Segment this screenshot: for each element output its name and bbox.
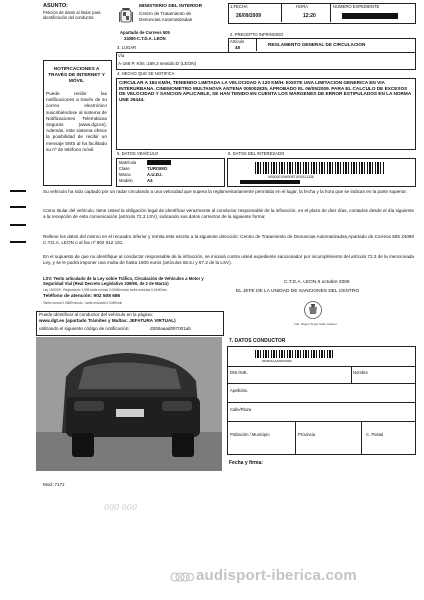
lsv-subtext: Ley 18/2009 - Reglamento 1.996 tarifa normal 0,006€/minuto tarifa reducida 0,044€/min: [43, 288, 167, 292]
precepto-label: 2. PRECEPTO INFRINGIDO: [230, 32, 284, 37]
fecha-value: 26/09/2009: [236, 13, 262, 19]
lugar-label: 3. LUGAR: [117, 45, 137, 50]
vehiculo-label: 5. DATOS VEHÍCULO: [117, 151, 159, 156]
watermark-text: audisport-iberica.com: [196, 567, 357, 584]
via-value: A-166 P. Klm.:169,3 sentido:D (LEON): [118, 61, 197, 66]
articulo-value: 48: [235, 45, 240, 50]
model-code: Mod.:717J: [43, 482, 65, 487]
margin-mark: [10, 241, 26, 243]
provincia-label: Provincia: [298, 432, 316, 437]
center-line-2: Denuncias Automatizadas: [139, 17, 193, 22]
signature-title: EL JEFE DE LA UNIDAD DE SANCIONES DEL CENTRO: [236, 289, 360, 294]
margin-mark: [10, 206, 26, 208]
expediente-label: NÚMERO EXPEDIENTE: [333, 4, 380, 9]
lsv-text: LSV: Texto articulado de la Ley sobre Tráfico, Circulación de Vehículos a Motor y Seguridad Vial (Real Decreto Legislativo 339/90, de 2 de Marzo): [43, 276, 204, 286]
signature-name: Fdo: Miguel Ángel Gallo Álvarez: [294, 322, 337, 326]
divider: [330, 3, 331, 22]
nombre-label: Nombre: [353, 370, 368, 375]
signature-city-date: C.T.D.A. LEON,6 octubre 2009: [284, 280, 350, 285]
firma-label: Fecha y firma:: [229, 460, 263, 466]
paragraph-address: Rellene los datos del mismo en el recuadro inferior y remita este escrito a la siguiente dirección: Centro de Tratamiento de Denuncias Automatizadas,Apartado de Correos 505 24080 C.T.D.A. LEON o al fax nº 902 512 151.: [43, 234, 414, 245]
poblacion-label: Población / Municipio: [230, 432, 270, 437]
signature-seal: [303, 299, 323, 321]
notifications-body: Puede recibir las notificaciones a través de su correo electrónico suscribiéndose al sistema de Notificaciones Telemáticas Seguras (www.dgt.es). Además, este sistema ofrece la posibilidad de recibir un mensaje SMS al ha facilitado su nº de teléfono móvil.: [46, 91, 107, 152]
hecho-label: 4. HECHO QUE SE NOTIFICA: [117, 71, 175, 76]
calle-field[interactable]: [227, 402, 416, 423]
interesado-barcode: [255, 162, 385, 174]
redacted-name: [240, 180, 300, 184]
paragraph-obligation: Como titular del vehículo, tiene Usted la obligación legal de identificar verazmente al conductor responsable de la infracción, en el plazo de diez días, contados desde el día siguiente a la recepción de esta comunicación (artículo 72.3 LSV), indicando sus datos correctos de la siguiente forma:: [43, 208, 414, 219]
conductor-barcode-text: 662B23AAA58190000: [262, 359, 292, 363]
modelo-label: Modelo: [119, 178, 133, 183]
web-line-3: utilizando el siguiente código de notificación:: [39, 326, 130, 331]
address-line-1: Apartado de Correos 505: [120, 30, 170, 35]
reglamento-text: REGLAMENTO GENERAL DE CIRCULACION: [268, 42, 366, 47]
hora-label: HORA: [296, 4, 309, 9]
margin-mark: [10, 190, 26, 192]
dni-label: DNI./NIE.: [230, 370, 248, 375]
calle-label: Calle/Plaza: [230, 407, 252, 412]
handwritten-marks: 000 000: [104, 503, 138, 512]
interesado-barcode-text: NS6000106600871000111336: [268, 175, 314, 179]
phone-line: Teléfono de atención: 902 508 686: [43, 294, 121, 299]
margin-mark: [10, 224, 26, 226]
coat-of-arms-logo: [119, 7, 133, 25]
apellidos-field[interactable]: [227, 383, 416, 404]
poblacion-field[interactable]: [227, 421, 297, 455]
phone-tariff: Tarifa normal 0,066€/minuto - tarifa reducida 0,044€/min: [43, 301, 123, 305]
web-line-2: www.dgt.es (apartado Trámites y Multas: JEFATURA VIRTUAL): [39, 318, 176, 323]
modelo-value: A4: [147, 178, 153, 183]
marca-value: A.U.D.I.: [147, 172, 163, 177]
divider: [256, 38, 257, 51]
apellidos-label: Apellidos.: [230, 388, 249, 393]
center-line-1: Centro de Tratamiento de: [139, 11, 192, 16]
divider: [281, 3, 282, 22]
cpostal-field[interactable]: [361, 421, 416, 455]
clase-label: Clase: [119, 166, 130, 171]
conductor-barcode: [255, 350, 335, 358]
clase-value: TURISMO: [147, 166, 168, 171]
asunto-text: Petición de datos al titular para identificación del conductor.: [43, 10, 101, 20]
redacted-expediente: [342, 13, 398, 19]
paragraph-penalty: En el supuesto de que no identifique al conductor responsable de la infracción, se iniciará contra usted expediente sancionador por incumplimiento del artículo 72.3 de la mencionada Ley, y se le podrá imponer una multa de hasta 1500 euros (artículos 65.5.i y 67.2 de la LSV).: [43, 254, 414, 265]
hecho-text: CIRCULAR A 184 KM/H, TENIENDO LIMITADA LA VELOCIDAD A 120 KM/H. EXISTE UNA LIMITACION GENERICA EN VIA INTERURBANA. CINEMOMETRO MULTANOVA ANTENA 000002835, APROBADO EL 06/05/2009. PARA EL CALCULO DE EXCESOS DE VELOCIDAD Y SANCION APLICABLE, SE HAN TENIDO EN CUENTA LOS MARGENES DE ERROR ESTIPULADOS EN LA NORMA UNE 26444.: [119, 80, 412, 102]
provincia-field[interactable]: [295, 421, 363, 455]
hora-value: 12:20: [303, 13, 316, 19]
interesado-label: 6. DATOS DEL INTERESADO: [228, 151, 285, 156]
address-line-2: 24080-C.T.D.A. LEON: [124, 36, 166, 41]
notification-code: d300aaad097001ab: [150, 326, 191, 331]
redacted-plate: [147, 160, 171, 165]
matricula-label: Matrícula: [119, 160, 137, 165]
asunto-label: ASUNTO:: [43, 3, 68, 9]
conductor-label: 7. DATOS CONDUCTOR: [229, 338, 286, 344]
fecha-label: 1.FECHA: [230, 4, 248, 9]
ministry-name: MINISTERIO DEL INTERIOR: [139, 4, 203, 9]
via-label: Vía: [118, 53, 125, 58]
notifications-title: NOTIFICACIONES A TRAVÉS DE INTERNET Y MÓVIL: [48, 67, 105, 84]
radar-photo: [36, 337, 222, 471]
web-line-1: Puede identificar al conductor del vehículo en la página:: [39, 312, 153, 317]
paragraph-radar: Su vehículo ha sido captado por un radar circulando a una velocidad que supera la reglamentariamente permitida en el lugar, la fecha y la hora que se indican en la parte superior.: [43, 189, 407, 194]
articulo-label: Artículo: [230, 39, 245, 44]
marca-label: Marca: [119, 172, 131, 177]
cpostal-label: C. Postal: [366, 432, 383, 437]
